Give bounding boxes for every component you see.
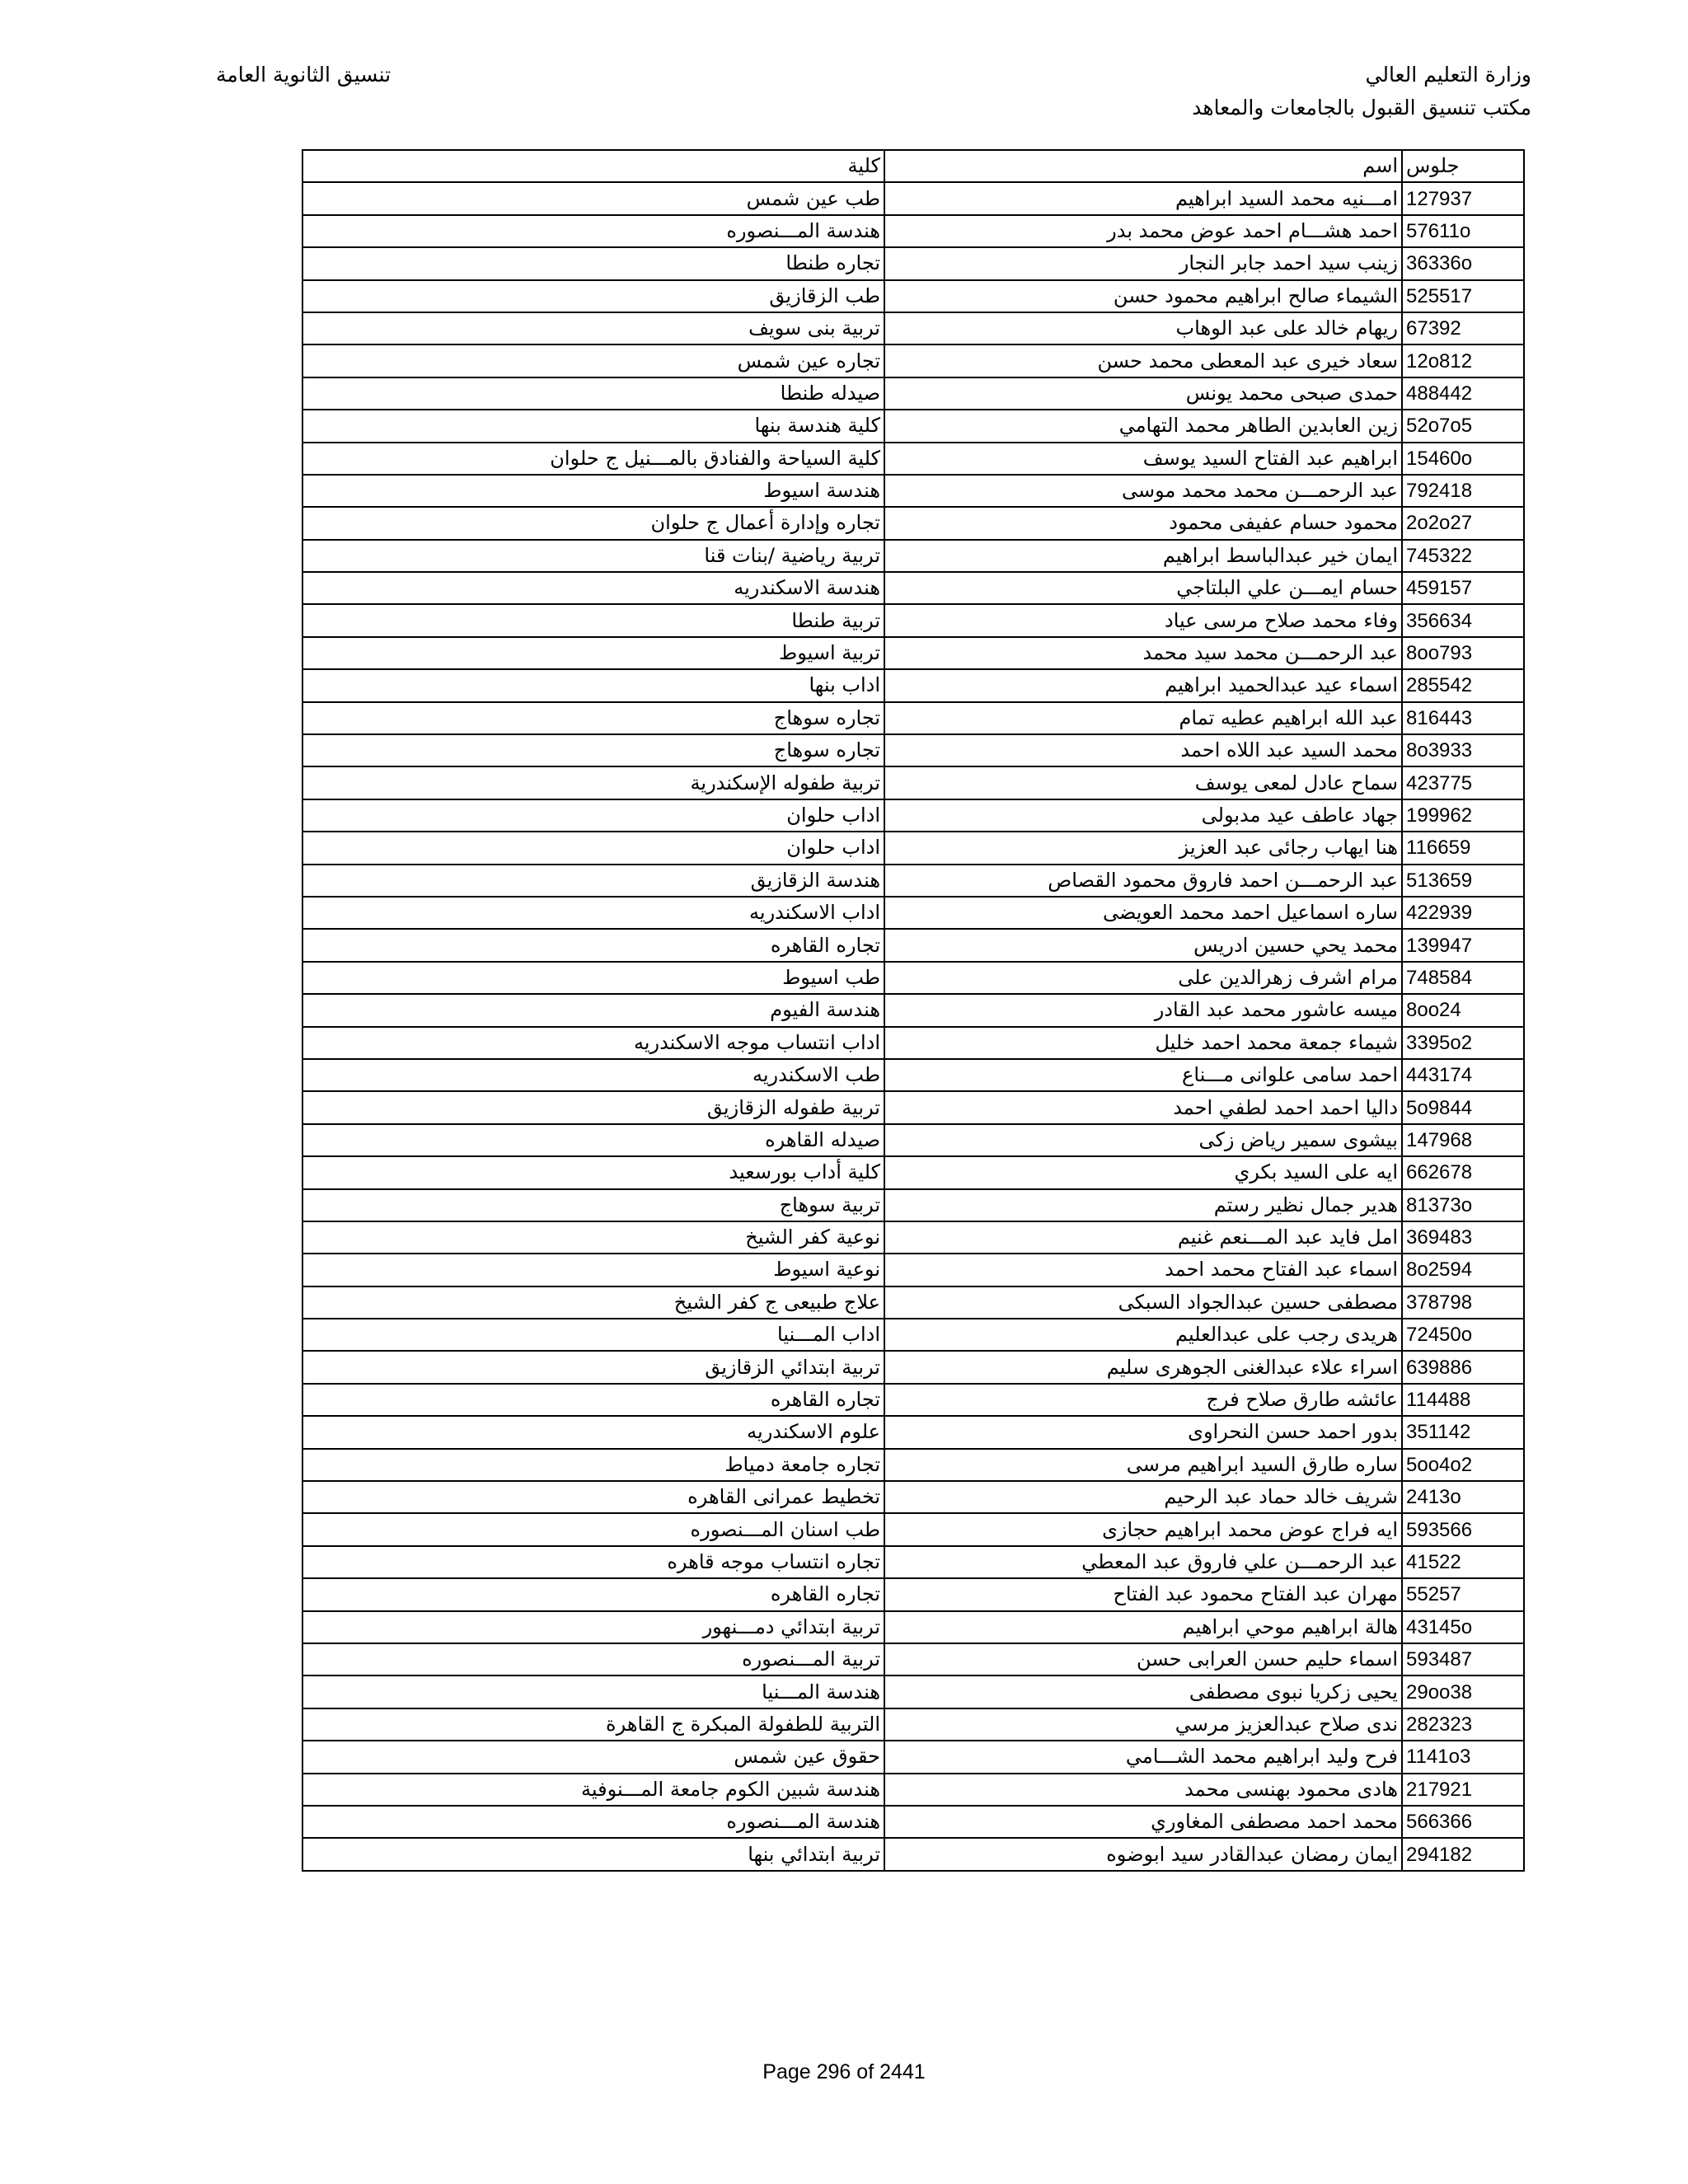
- seat-cell: 5oo4o2: [1402, 1449, 1524, 1481]
- name-cell: عبد الرحمـــن محمد محمد موسى: [884, 475, 1402, 507]
- table-row: [302, 344, 1524, 377]
- name-cell: اسماء عبد الفتاح محمد احمد: [884, 1254, 1402, 1286]
- seat-cell: 217921: [1402, 1774, 1524, 1806]
- table-row: [302, 1091, 1524, 1123]
- seat-cell: 8oo24: [1402, 994, 1524, 1026]
- faculty-cell: تجاره طنطا: [302, 247, 884, 279]
- table-row: [302, 507, 1524, 539]
- faculty-cell: علاج طبيعى ج كفر الشيخ: [302, 1286, 884, 1319]
- name-cell: محمد يحي حسين ادريس: [884, 929, 1402, 961]
- table-row: [302, 410, 1524, 442]
- seat-cell: 816443: [1402, 702, 1524, 734]
- name-cell: امل فايد عبد المـــنعم غنيم: [884, 1221, 1402, 1254]
- name-cell: داليا احمد احمد لطفي احمد: [884, 1091, 1402, 1123]
- seat-cell: 72450o: [1402, 1319, 1524, 1351]
- coordination-title: تنسيق الثانوية العامة: [216, 63, 392, 87]
- table-row: [302, 962, 1524, 994]
- table-row: [302, 1059, 1524, 1091]
- seat-cell: 593566: [1402, 1513, 1524, 1545]
- seat-cell: 593487: [1402, 1643, 1524, 1675]
- name-cell: شريف خالد حماد عبد الرحيم: [884, 1481, 1402, 1513]
- name-cell: عبد الله ابراهيم عطيه تمام: [884, 702, 1402, 734]
- table-row: [302, 669, 1524, 701]
- seat-cell: 114488: [1402, 1384, 1524, 1416]
- faculty-cell: كلية السياحة والفنادق بالمـــنيل ج حلوان: [302, 443, 884, 475]
- name-cell: هنا ايهاب رجائى عبد العزيز: [884, 832, 1402, 864]
- faculty-cell: هندسة الزقازيق: [302, 865, 884, 897]
- seat-cell: 8o3933: [1402, 734, 1524, 766]
- faculty-cell: طب الاسكندريه: [302, 1059, 884, 1091]
- faculty-cell: طب عين شمس: [302, 182, 884, 214]
- name-cell: حسام ايمـــن علي البلتاجي: [884, 572, 1402, 604]
- table-row: [302, 1449, 1524, 1481]
- name-cell: ندى صلاح عبدالعزيز مرسي: [884, 1708, 1402, 1741]
- seat-cell: 67392: [1402, 312, 1524, 344]
- name-cell: ايه على السيد بكري: [884, 1156, 1402, 1188]
- faculty-cell: تربية المـــنصوره: [302, 1643, 884, 1675]
- name-cell: جهاد عاطف عيد مدبولى: [884, 799, 1402, 832]
- faculty-cell: نوعية كفر الشيخ: [302, 1221, 884, 1254]
- seat-cell: 3395o2: [1402, 1027, 1524, 1059]
- table-row: [302, 443, 1524, 475]
- faculty-cell: هندسة الفيوم: [302, 994, 884, 1026]
- faculty-cell: تجاره القاهره: [302, 1578, 884, 1610]
- faculty-cell: تربية طفوله الإسكندرية: [302, 766, 884, 799]
- name-cell: بدور احمد حسن النحراوى: [884, 1416, 1402, 1448]
- name-cell: ايه فراج عوض محمد ابراهيم حجازى: [884, 1513, 1402, 1545]
- name-cell: الشيماء صالح ابراهيم محمود حسن: [884, 280, 1402, 312]
- name-cell: ابراهيم عبد الفتاح السيد يوسف: [884, 443, 1402, 475]
- seat-cell: 52o7o5: [1402, 410, 1524, 442]
- faculty-cell: نوعية اسيوط: [302, 1254, 884, 1286]
- faculty-cell: اداب حلوان: [302, 799, 884, 832]
- seat-cell: 525517: [1402, 280, 1524, 312]
- name-cell: سعاد خيرى عبد المعطى محمد حسن: [884, 344, 1402, 377]
- seat-cell: 792418: [1402, 475, 1524, 507]
- seat-cell: 41522: [1402, 1546, 1524, 1578]
- name-cell: ريهام خالد على عبد الوهاب: [884, 312, 1402, 344]
- name-cell: احمد سامى علوانى مـــناع: [884, 1059, 1402, 1091]
- name-cell: اسماء حليم حسن العرابى حسن: [884, 1643, 1402, 1675]
- name-cell: شيماء جمعة محمد احمد خليل: [884, 1027, 1402, 1059]
- name-cell: احمد هشـــام احمد عوض محمد بدر: [884, 215, 1402, 247]
- name-cell: محمد احمد مصطفى المغاوري: [884, 1806, 1402, 1838]
- faculty-cell: تربية طفوله الزقازيق: [302, 1091, 884, 1123]
- table-row: [302, 1384, 1524, 1416]
- name-cell: هالة ابراهيم موحي ابراهيم: [884, 1611, 1402, 1643]
- seat-cell: 423775: [1402, 766, 1524, 799]
- faculty-cell: تجاره انتساب موجه قاهره: [302, 1546, 884, 1578]
- table-row: [302, 1027, 1524, 1059]
- seat-cell: 43145o: [1402, 1611, 1524, 1643]
- faculty-cell: هندسة المـــنصوره: [302, 1806, 884, 1838]
- admissions-table-body: [302, 150, 1524, 1871]
- faculty-cell: اداب الاسكندريه: [302, 897, 884, 929]
- table-row: [302, 1124, 1524, 1156]
- seat-cell: 1141o3: [1402, 1741, 1524, 1773]
- faculty-cell: تجاره وإدارة أعمال ج حلوان: [302, 507, 884, 539]
- faculty-cell: تربية ابتدائي بنها: [302, 1838, 884, 1870]
- office-title: مكتب تنسيق القبول بالجامعات والمعاهد: [1192, 96, 1531, 120]
- seat-cell: 81373o: [1402, 1189, 1524, 1221]
- table-row: [302, 1611, 1524, 1643]
- faculty-cell: اداب حلوان: [302, 832, 884, 864]
- seat-cell: 29oo38: [1402, 1675, 1524, 1708]
- seat-cell: 662678: [1402, 1156, 1524, 1188]
- table-row: [302, 1221, 1524, 1254]
- name-cell: زينب سيد احمد جابر النجار: [884, 247, 1402, 279]
- table-row: [302, 1708, 1524, 1741]
- table-row: [302, 247, 1524, 279]
- faculty-cell: تربية بنى سويف: [302, 312, 884, 344]
- table-row: [302, 540, 1524, 572]
- seat-cell: 748584: [1402, 962, 1524, 994]
- faculty-cell: تجاره سوهاج: [302, 702, 884, 734]
- name-cell: هادى محمود بهنسى محمد: [884, 1774, 1402, 1806]
- faculty-cell: اداب المـــنيا: [302, 1319, 884, 1351]
- table-row: [302, 1774, 1524, 1806]
- table-row: [302, 377, 1524, 410]
- table-row: [302, 637, 1524, 669]
- table-row: [302, 1578, 1524, 1610]
- faculty-cell: طب اسيوط: [302, 962, 884, 994]
- table-row: [302, 832, 1524, 864]
- table-row: [302, 702, 1524, 734]
- faculty-cell: تجاره القاهره: [302, 929, 884, 961]
- seat-cell: 351142: [1402, 1416, 1524, 1448]
- faculty-cell: اداب بنها: [302, 669, 884, 701]
- name-cell: محمد السيد عبد اللاه احمد: [884, 734, 1402, 766]
- seat-cell: 139947: [1402, 929, 1524, 961]
- seat-cell: 15460o: [1402, 443, 1524, 475]
- column-header-faculty: كلية: [302, 150, 884, 182]
- table-row: [302, 865, 1524, 897]
- table-row: [302, 604, 1524, 636]
- table-row: [302, 734, 1524, 766]
- table-row: [302, 280, 1524, 312]
- name-cell: ايمان خير عبدالباسط ابراهيم: [884, 540, 1402, 572]
- faculty-cell: تخطيط عمرانى القاهره: [302, 1481, 884, 1513]
- name-cell: ميسه عاشور محمد عبد القادر: [884, 994, 1402, 1026]
- page-number: Page 296 of 2441: [762, 2060, 926, 2083]
- seat-cell: 566366: [1402, 1806, 1524, 1838]
- faculty-cell: تربية اسيوط: [302, 637, 884, 669]
- table-row: [302, 1351, 1524, 1383]
- faculty-cell: هندسة اسيوط: [302, 475, 884, 507]
- seat-cell: 285542: [1402, 669, 1524, 701]
- table-row: [302, 1513, 1524, 1545]
- table-row: [302, 475, 1524, 507]
- table-row: [302, 1675, 1524, 1708]
- table-row: [302, 994, 1524, 1026]
- name-cell: مصطفى حسين عبدالجواد السبكى: [884, 1286, 1402, 1319]
- table-row: [302, 1286, 1524, 1319]
- name-cell: عبد الرحمـــن احمد فاروق محمود القصاص: [884, 865, 1402, 897]
- seat-cell: 5o9844: [1402, 1091, 1524, 1123]
- seat-cell: 57611o: [1402, 215, 1524, 247]
- faculty-cell: تجاره عين شمس: [302, 344, 884, 377]
- seat-cell: 127937: [1402, 182, 1524, 214]
- column-header-name: اسم: [884, 150, 1402, 182]
- seat-cell: 55257: [1402, 1578, 1524, 1610]
- name-cell: اسراء علاء عبدالغنى الجوهرى سليم: [884, 1351, 1402, 1383]
- faculty-cell: تربية رياضية /بنات قنا: [302, 540, 884, 572]
- name-cell: اسماء عيد عبدالحميد ابراهيم: [884, 669, 1402, 701]
- faculty-cell: علوم الاسكندريه: [302, 1416, 884, 1448]
- name-cell: يحيى زكريا نبوى مصطفى: [884, 1675, 1402, 1708]
- name-cell: ساره اسماعيل احمد محمد العويضى: [884, 897, 1402, 929]
- seat-cell: 8o2594: [1402, 1254, 1524, 1286]
- name-cell: بيشوى سمير رياض زكى: [884, 1124, 1402, 1156]
- faculty-cell: هندسة شبين الكوم جامعة المـــنوفية: [302, 1774, 884, 1806]
- table-row: [302, 1546, 1524, 1578]
- name-cell: فرح وليد ابراهيم محمد الشـــامي: [884, 1741, 1402, 1773]
- seat-cell: 443174: [1402, 1059, 1524, 1091]
- table-row: [302, 1838, 1524, 1870]
- seat-cell: 294182: [1402, 1838, 1524, 1870]
- name-cell: عبد الرحمـــن علي فاروق عبد المعطي: [884, 1546, 1402, 1578]
- seat-cell: 745322: [1402, 540, 1524, 572]
- admissions-table: [302, 149, 1525, 1872]
- seat-cell: 513659: [1402, 865, 1524, 897]
- column-header-seat: جلوس: [1402, 150, 1524, 182]
- name-cell: حمدى صبحى محمد يونس: [884, 377, 1402, 410]
- faculty-cell: تربية ابتدائي الزقازيق: [302, 1351, 884, 1383]
- faculty-cell: تجاره القاهره: [302, 1384, 884, 1416]
- table-row: [302, 1254, 1524, 1286]
- seat-cell: 116659: [1402, 832, 1524, 864]
- seat-cell: 422939: [1402, 897, 1524, 929]
- table-row: [302, 1319, 1524, 1351]
- table-header-row: [302, 150, 1524, 182]
- faculty-cell: طب اسنان المـــنصوره: [302, 1513, 884, 1545]
- name-cell: وفاء محمد صلاح مرسى عياد: [884, 604, 1402, 636]
- name-cell: ساره طارق السيد ابراهيم مرسى: [884, 1449, 1402, 1481]
- seat-cell: 459157: [1402, 572, 1524, 604]
- seat-cell: 2o2o27: [1402, 507, 1524, 539]
- faculty-cell: هندسة الاسكندريه: [302, 572, 884, 604]
- faculty-cell: التربية للطفولة المبكرة ج القاهرة: [302, 1708, 884, 1741]
- seat-cell: 356634: [1402, 604, 1524, 636]
- faculty-cell: تجاره جامعة دمياط: [302, 1449, 884, 1481]
- table-row: [302, 312, 1524, 344]
- name-cell: محمود حسام عفيفى محمود: [884, 507, 1402, 539]
- faculty-cell: صيدله طنطا: [302, 377, 884, 410]
- table-row: [302, 1806, 1524, 1838]
- faculty-cell: صيدله القاهره: [302, 1124, 884, 1156]
- seat-cell: 12o812: [1402, 344, 1524, 377]
- seat-cell: 369483: [1402, 1221, 1524, 1254]
- faculty-cell: كلية أداب بورسعيد: [302, 1156, 884, 1188]
- seat-cell: 36336o: [1402, 247, 1524, 279]
- seat-cell: 2413o: [1402, 1481, 1524, 1513]
- seat-cell: 639886: [1402, 1351, 1524, 1383]
- seat-cell: 378798: [1402, 1286, 1524, 1319]
- table-row: [302, 215, 1524, 247]
- table-row: [302, 1156, 1524, 1188]
- table-row: [302, 1416, 1524, 1448]
- table-row: [302, 572, 1524, 604]
- table-row: [302, 929, 1524, 961]
- faculty-cell: تربية ابتدائي دمـــنهور: [302, 1611, 884, 1643]
- seat-cell: 199962: [1402, 799, 1524, 832]
- name-cell: مهران عبد الفتاح محمود عبد الفتاح: [884, 1578, 1402, 1610]
- table-row: [302, 1741, 1524, 1773]
- table-row: [302, 1643, 1524, 1675]
- table-row: [302, 182, 1524, 214]
- name-cell: مرام اشرف زهرالدين على: [884, 962, 1402, 994]
- faculty-cell: حقوق عين شمس: [302, 1741, 884, 1773]
- name-cell: امـــنيه محمد السيد ابراهيم: [884, 182, 1402, 214]
- faculty-cell: تجاره سوهاج: [302, 734, 884, 766]
- name-cell: هريدى رجب على عبدالعليم: [884, 1319, 1402, 1351]
- table-row: [302, 799, 1524, 832]
- table-row: [302, 1189, 1524, 1221]
- seat-cell: 8oo793: [1402, 637, 1524, 669]
- faculty-cell: تربية طنطا: [302, 604, 884, 636]
- table-row: [302, 1481, 1524, 1513]
- seat-cell: 488442: [1402, 377, 1524, 410]
- name-cell: عبد الرحمـــن محمد سيد محمد: [884, 637, 1402, 669]
- name-cell: هدير جمال نظير رستم: [884, 1189, 1402, 1221]
- name-cell: ايمان رمضان عبدالقادر سيد ابوضوه: [884, 1838, 1402, 1870]
- faculty-cell: هندسة المـــنصوره: [302, 215, 884, 247]
- faculty-cell: اداب انتساب موجه الاسكندريه: [302, 1027, 884, 1059]
- name-cell: زين العابدين الطاهر محمد التهامي: [884, 410, 1402, 442]
- faculty-cell: طب الزقازيق: [302, 280, 884, 312]
- faculty-cell: كلية هندسة بنها: [302, 410, 884, 442]
- seat-cell: 282323: [1402, 1708, 1524, 1741]
- seat-cell: 147968: [1402, 1124, 1524, 1156]
- table-row: [302, 897, 1524, 929]
- faculty-cell: تربية سوهاج: [302, 1189, 884, 1221]
- ministry-title: وزارة التعليم العالي: [1365, 63, 1531, 87]
- name-cell: سماح عادل لمعى يوسف: [884, 766, 1402, 799]
- name-cell: عائشه طارق صلاح فرج: [884, 1384, 1402, 1416]
- table-row: [302, 766, 1524, 799]
- faculty-cell: هندسة المـــنيا: [302, 1675, 884, 1708]
